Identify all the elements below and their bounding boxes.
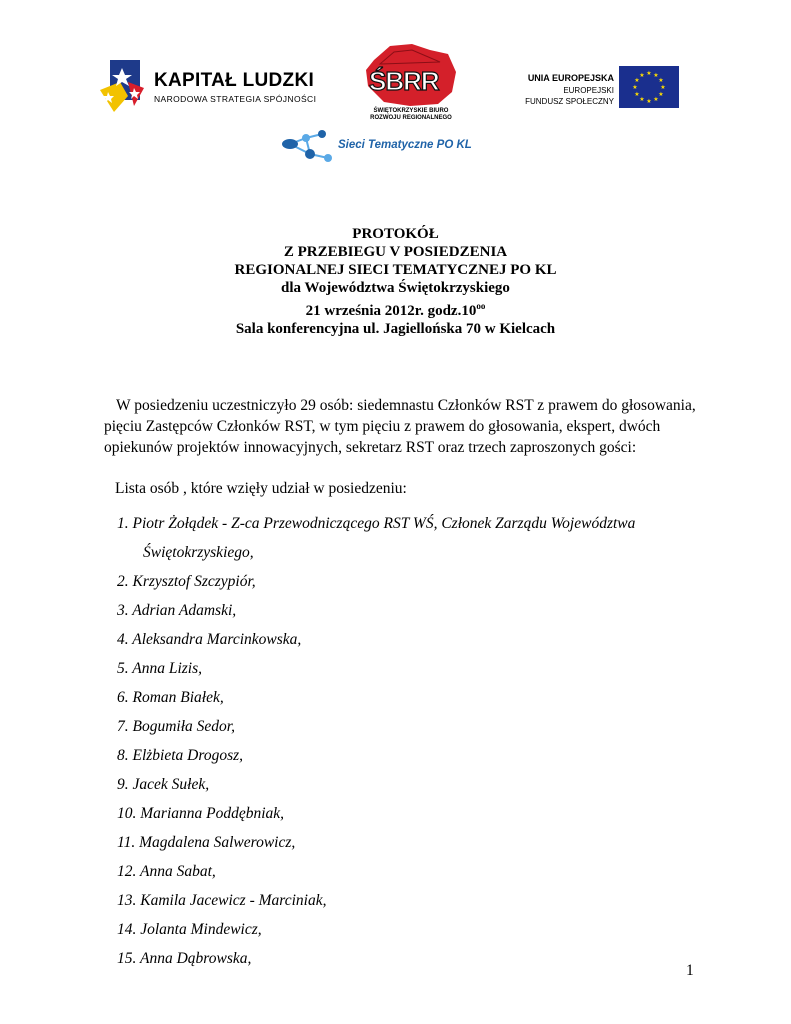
sieci-tematyczne-label: Sieci Tematyczne PO KL	[338, 139, 472, 151]
list-heading: Lista osób , które wzięły udział w posiedzeniu:	[115, 480, 407, 497]
intro-line3: opiekunów projektów innowacyjnych, sekretarz RST oraz trzech zaproszonych gości:	[104, 439, 637, 456]
list-item	[117, 775, 737, 804]
list-item	[117, 862, 737, 891]
list-item-number: 12.	[117, 863, 137, 880]
list-item	[117, 833, 737, 862]
svg-text:★: ★	[632, 84, 638, 91]
list-item-text: Bogumiła Sedor,	[132, 718, 235, 735]
list-item-number: 14.	[117, 921, 137, 938]
sbrr-caption-line1: ŚWIĘTOKRZYSKIE BIURO	[373, 108, 449, 114]
list-item-text: Kamila Jacewicz - Marciniak,	[140, 892, 327, 909]
kapital-ludzki-title: KAPITAŁ LUDZKI	[154, 70, 315, 91]
heading-line3: REGIONALNEJ SIECI TEMATYCZNEJ PO KL	[234, 262, 557, 278]
list-item-number: 13.	[117, 892, 137, 909]
list-item-text: Jacek Sułek,	[132, 776, 210, 793]
svg-text:★: ★	[639, 72, 645, 79]
page-number: 1	[686, 962, 694, 979]
list-item	[117, 688, 737, 717]
list-item-text: Anna Sabat,	[139, 863, 216, 880]
intro-line2: pięciu Zastępców Członków RST, w tym pięciu z prawem do głosowania, ekspert, dwóch	[104, 418, 661, 435]
sbrr-caption-line2: ROZWOJU REGIONALNEGO	[370, 115, 452, 121]
heading-line2: Z PRZEBIEGU V POSIEDZENIA	[283, 244, 508, 260]
svg-text:★: ★	[660, 84, 666, 91]
list-item	[117, 804, 737, 833]
svg-text:★: ★	[634, 77, 640, 84]
svg-text:★: ★	[653, 96, 659, 103]
list-item	[117, 630, 737, 659]
list-item	[117, 514, 737, 572]
stars-arrow-icon	[98, 52, 152, 122]
document-heading	[0, 225, 791, 338]
eu-line2: EUROPEJSKI	[563, 86, 614, 95]
list-item-text: Jolanta Mindewicz,	[140, 921, 262, 938]
heading-line4: dla Województwa Świętokrzyskiego	[281, 280, 510, 296]
list-item-number: 7.	[117, 718, 129, 735]
svg-text:★: ★	[653, 72, 659, 79]
list-item-text: Magdalena Salwerowicz,	[139, 834, 296, 851]
list-item	[117, 920, 737, 949]
list-item-number: 8.	[117, 747, 129, 764]
list-item-text: Aleksandra Marcinkowska,	[132, 631, 302, 648]
list-item-number: 6.	[117, 689, 129, 706]
list-item-text: Adrian Adamski,	[132, 602, 237, 619]
intro-line1: W posiedzeniu uczestniczyło 29 osób: siedemnastu Członków RST z prawem do głosowania,	[116, 397, 696, 414]
eu-title: UNIA EUROPEJSKA	[527, 73, 614, 83]
list-item-number: 11.	[117, 834, 136, 851]
svg-text:★: ★	[658, 91, 664, 98]
svg-text:★: ★	[634, 91, 640, 98]
svg-text:★: ★	[639, 96, 645, 103]
heading-title: PROTOKÓŁ	[352, 226, 439, 242]
list-item-text: Piotr Żołądek - Z-ca Przewodniczącego RST WŚ, Członek Zarządu Województwa	[132, 515, 636, 532]
list-item	[117, 572, 737, 601]
list-item	[117, 717, 737, 746]
intro-paragraph	[104, 395, 704, 458]
list-item-number: 3.	[117, 602, 129, 619]
network-nodes-icon	[280, 126, 336, 170]
list-item	[117, 949, 737, 978]
heading-time-sup: oo	[476, 301, 486, 311]
list-item	[117, 891, 737, 920]
kapital-ludzki-logo	[98, 52, 317, 122]
list-item-text: Marianna Poddębniak,	[140, 805, 285, 822]
eu-logo	[510, 66, 672, 112]
list-item-number: 10.	[117, 805, 137, 822]
list-item-text: Roman Białek,	[132, 689, 224, 706]
sieci-tematyczne-logo	[280, 126, 510, 170]
heading-date-line	[0, 297, 791, 320]
kapital-ludzki-subtitle: NARODOWA STRATEGIA SPÓJNOŚCI	[154, 94, 317, 104]
list-item	[117, 601, 737, 630]
list-item-text: Elżbieta Drogosz,	[132, 747, 244, 764]
list-item-text: Krzysztof Szczypiór,	[132, 573, 256, 590]
list-item-text: Anna Lizis,	[132, 660, 202, 677]
list-item	[117, 659, 737, 688]
list-item-number: 5.	[117, 660, 129, 677]
sbrr-logo	[360, 42, 462, 122]
heading-date: 21 września 2012r. godz.10	[305, 303, 477, 319]
list-item-number: 1.	[117, 515, 129, 532]
heading-location: Sala konferencyjna ul. Jagiellońska 70 w Kielcach	[235, 321, 556, 337]
list-item-text: Anna Dąbrowska,	[139, 950, 252, 967]
list-item-continuation: Świętokrzyskiego,	[143, 544, 254, 561]
list-item-number: 2.	[117, 573, 129, 590]
eu-line3: FUNDUSZ SPOŁECZNY	[525, 97, 614, 106]
list-item-number: 4.	[117, 631, 129, 648]
svg-text:★: ★	[646, 98, 652, 105]
eu-flag-icon	[619, 66, 679, 108]
list-item-number: 15.	[117, 950, 137, 967]
sbrr-letters: ŚBRR	[369, 66, 439, 96]
svg-text:★: ★	[646, 70, 652, 77]
list-item-number: 9.	[117, 776, 129, 793]
participants-list	[117, 514, 737, 978]
svg-text:★: ★	[658, 77, 664, 84]
list-item	[117, 746, 737, 775]
